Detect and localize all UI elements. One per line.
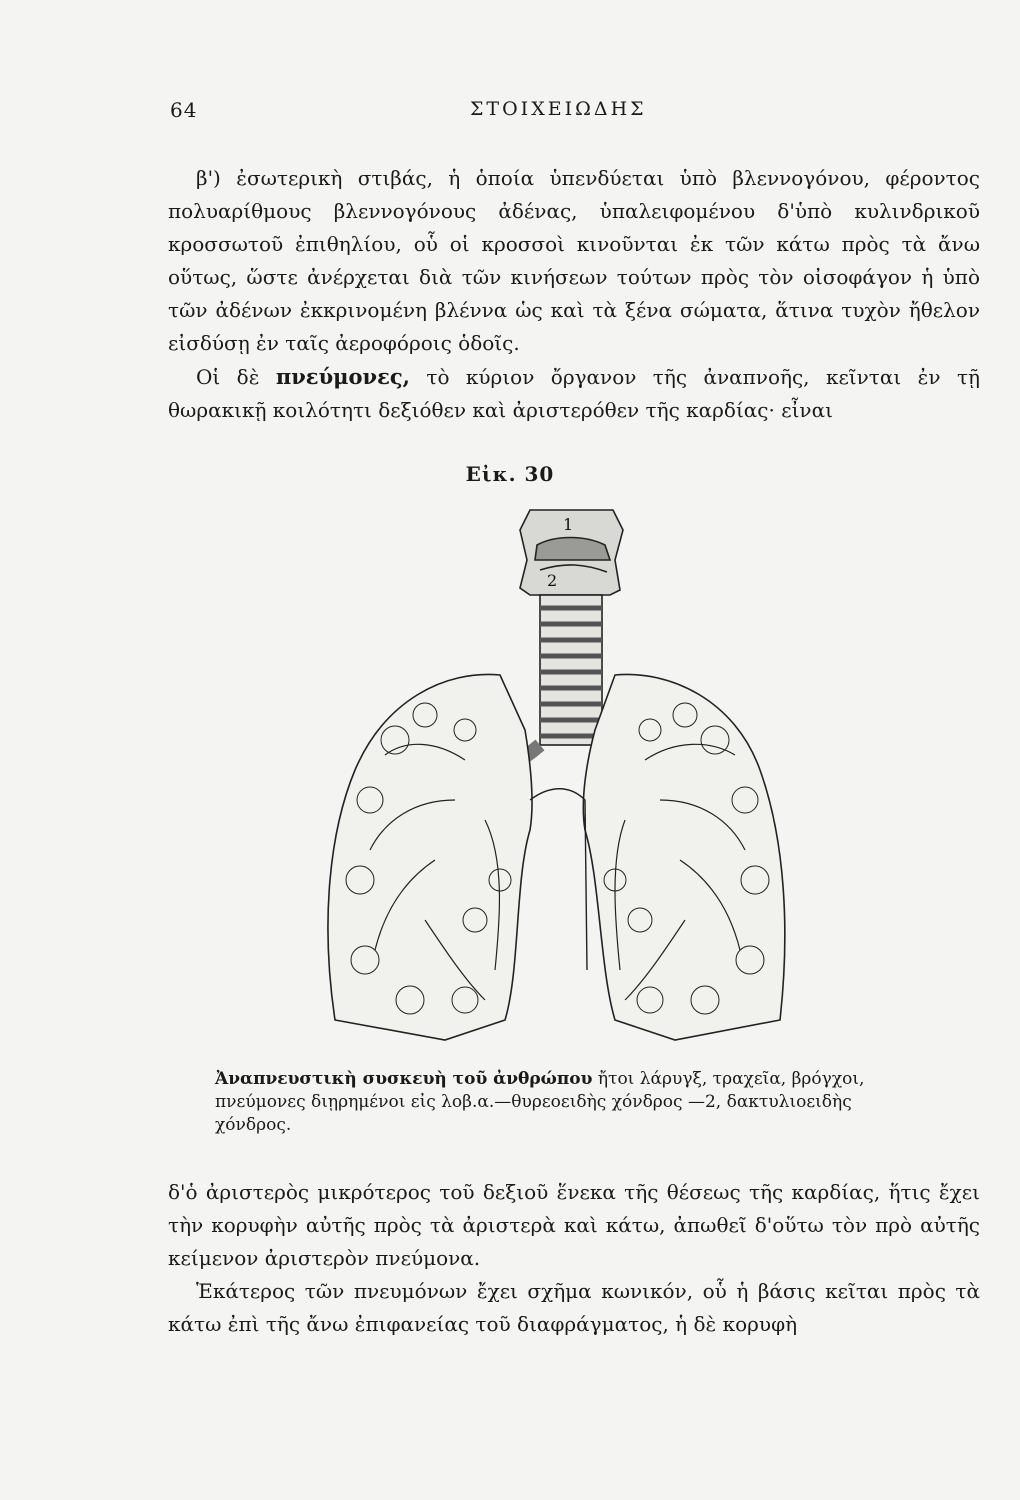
term-pneumones: πνεύμονες, <box>275 364 410 389</box>
caption-title: Ἀναπνευστικὴ συσκευὴ τοῦ ἀνθρώπου <box>215 1069 593 1089</box>
respiratory-system-drawing <box>315 500 795 1045</box>
marker-1: 1 <box>563 515 574 534</box>
page-number: 64 <box>170 98 198 122</box>
paragraph: δ'ὁ ἀριστερὸς μικρότερος τοῦ δεξιοῦ ἕνεκα τῆς θέσεως τῆς καρδίας, ἥτις ἔχει τὴν κορυφὴν αὐτῆς πρὸς τὰ ἀριστερὰ καὶ κάτω, ἀπωθεῖ δ'οὕτω τὸν πρὸ αὐτῆς κείμενον ἀριστερὸν πνεύμονα. <box>168 1180 980 1270</box>
paragraph: Ἑκάτερος τῶν πνευμόνων ἔχει σχῆμα κωνικόν, οὗ ἡ βάσις κεῖται πρὸς τὰ κάτω ἐπὶ τῆς ἄνω ἐπιφανείας τοῦ διαφράγματος, ἡ δὲ κορυφὴ <box>168 1279 980 1336</box>
body-text-bottom <box>168 1176 980 1341</box>
figure-label: Εἰκ. 30 <box>465 462 555 486</box>
paragraph: β') ἐσωτερικὴ στιβάς, ἡ ὁποία ὑπενδύεται ὑπὸ βλεννογόνου, φέροντος πολυαρίθμους βλεννογόνους ἀδένας, ὑπαλειφομένου δ'ὑπὸ κυλινδρικοῦ κροσσωτοῦ ἐπιθηλίου, οὗ οἱ κροσσοὶ κινοῦνται ἐκ τῶν κάτω πρὸς τὰ ἄνω οὕτως, ὥστε ἀνέρχεται διὰ τῶν κινήσεων τούτων πρὸς τὸν οἰσοφάγον ἡ ὑπὸ τῶν ἀδένων ἐκκρινομένη βλέννα ὡς καὶ τὰ ξένα σώματα, ἅτινα τυχὸν ἤθελον εἰσδύσῃ ἐν ταῖς ἀεροφόροις ὁδοῖς. <box>168 166 980 355</box>
figure-caption <box>215 1068 915 1137</box>
page-header <box>170 98 970 128</box>
paragraph-lead: Οἱ δὲ <box>196 365 260 389</box>
marker-2: 2 <box>547 571 558 590</box>
paragraph-rest: τὸ κύριον ὄργανον τῆς ἀναπνοῆς, κεῖνται ἐν τῇ θωρακικῇ κοιλότητι δεξιόθεν καὶ ἀριστερόθεν τῆς καρδίας· εἶναι <box>168 365 980 422</box>
paragraph <box>168 360 980 427</box>
caption-text: ἤτοι λάρυγξ, τραχεῖα, βρόγχοι, πνεύμονες διῃρημένοι εἰς λοβ.α.—θυρεοειδὴς χόνδρος —2, δακτυλιοειδὴς χόνδρος. <box>215 1069 865 1135</box>
lungs-illustration <box>315 500 795 1045</box>
running-title: ΣΤΟΙΧΕΙΩΔΗΣ <box>470 98 647 120</box>
body-text-top <box>168 162 980 427</box>
